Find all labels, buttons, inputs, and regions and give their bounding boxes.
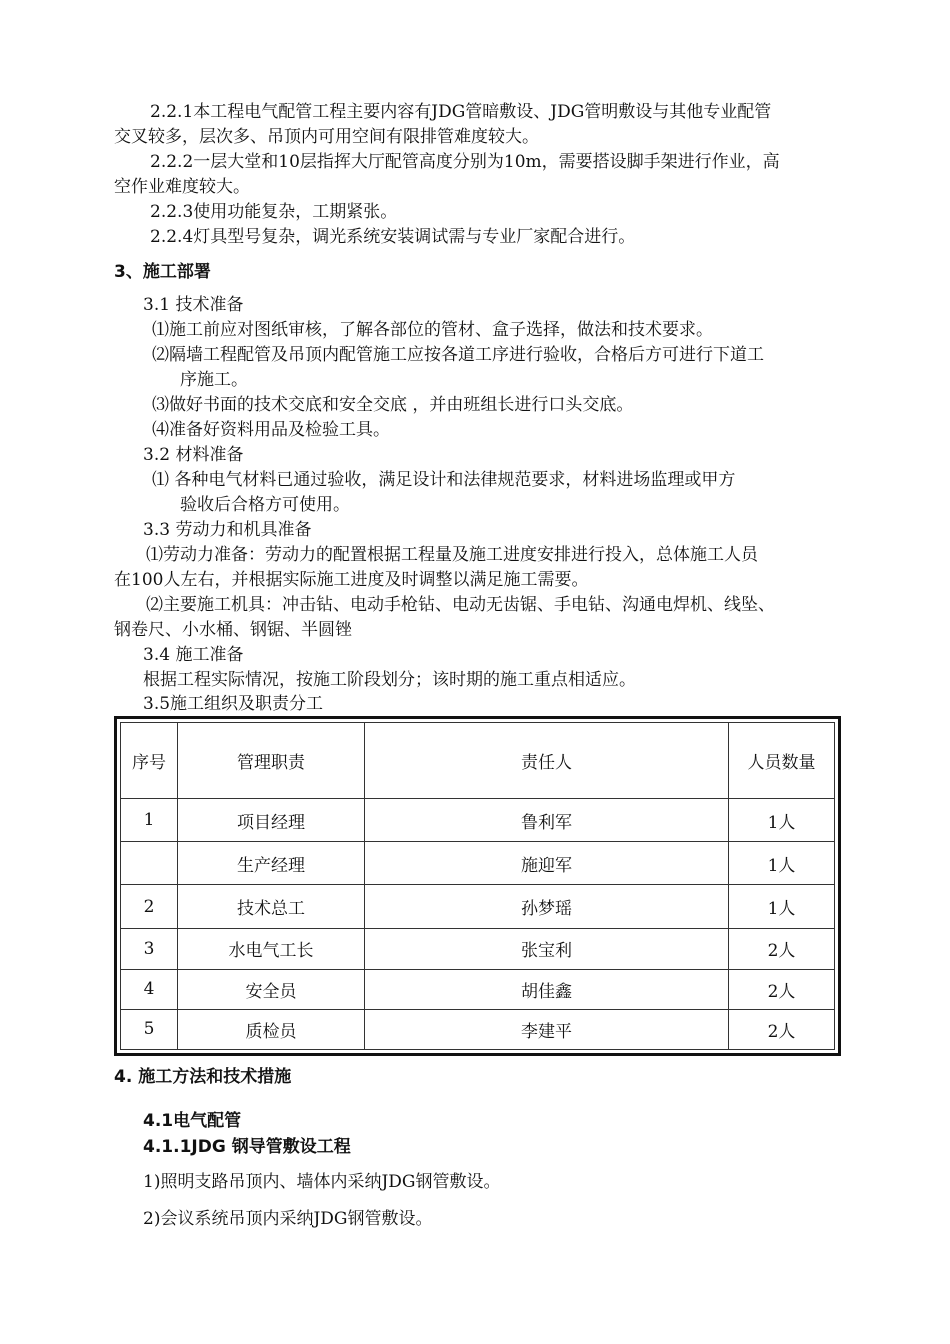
table-row xyxy=(121,928,835,969)
cell-count: 2人 xyxy=(729,928,835,969)
header-person: 责任人 xyxy=(365,723,729,799)
cell-count: 2人 xyxy=(729,969,835,1009)
list-item: ⑶做好书面的技术交底和安全交底 ，并由班组长进行口头交底。 xyxy=(152,395,634,415)
paragraph-line: 空作业难度较大。 xyxy=(114,177,250,197)
table-row xyxy=(121,885,835,928)
responsibility-table-frame xyxy=(114,716,841,1056)
table-row xyxy=(121,1009,835,1049)
cell-count: 1人 xyxy=(729,842,835,885)
cell-person: 李建平 xyxy=(365,1009,729,1049)
subsection-heading: 4.1电气配管 xyxy=(143,1111,242,1131)
paragraph-line: 根据工程实际情况，按施工阶段划分；该时期的施工重点相适应。 xyxy=(143,670,636,690)
subsection-heading: 3.1 技术准备 xyxy=(143,295,244,315)
list-item: ⑵主要施工机具：冲击钻、电动手枪钻、电动无齿锯、手电钻、沟通电焊机、线坠、 xyxy=(146,595,775,615)
list-item: ⑴劳动力准备：劳动力的配置根据工程量及施工进度安排进行投入，总体施工人员 xyxy=(146,545,758,565)
section-heading: 3、施工部署 xyxy=(114,262,211,282)
table-caption: 3.5施工组织及职责分工 xyxy=(143,694,324,714)
cell-duty: 项目经理 xyxy=(178,799,365,842)
subsection-heading: 4.1.1JDG 钢导管敷设工程 xyxy=(143,1137,351,1157)
list-item: ⑴施工前应对图纸审核，了解各部位的管材、盒子选择，做法和技术要求。 xyxy=(152,320,713,340)
list-item-continuation: 序施工。 xyxy=(180,370,248,390)
cell-duty: 安全员 xyxy=(178,969,365,1009)
header-index: 序号 xyxy=(121,723,178,799)
table-row xyxy=(121,842,835,885)
responsibility-table xyxy=(120,722,835,1050)
list-item: ⑴ 各种电气材料已通过验收，满足设计和法律规范要求，材料进场监理或甲方 xyxy=(152,470,736,490)
subsection-heading: 3.3 劳动力和机具准备 xyxy=(143,520,312,540)
paragraph-line: 2.2.4灯具型号复杂，调光系统安装调试需与专业厂家配合进行。 xyxy=(150,227,636,247)
cell-person: 胡佳鑫 xyxy=(365,969,729,1009)
paragraph-line: 2.2.1本工程电气配管工程主要内容有JDG管暗敷设、JDG管明敷设与其他专业配管 xyxy=(150,102,772,122)
table-row xyxy=(121,799,835,842)
section-heading: 4. 施工方法和技术措施 xyxy=(114,1067,292,1087)
cell-person: 孙梦瑶 xyxy=(365,885,729,928)
cell-duty: 质检员 xyxy=(178,1009,365,1049)
paragraph-line: 2.2.3使用功能复杂，工期紧张。 xyxy=(150,202,398,222)
list-item-continuation: 验收后合格方可使用。 xyxy=(180,495,350,515)
cell-duty: 生产经理 xyxy=(178,842,365,885)
header-count: 人员数量 xyxy=(729,723,835,799)
cell-index: 2 xyxy=(121,885,178,928)
cell-index: 5 xyxy=(121,1009,178,1049)
paragraph-line: 2.2.2一层大堂和10层指挥大厅配管高度分别为10m，需要搭设脚手架进行作业，高 xyxy=(150,152,780,172)
cell-duty: 水电气工长 xyxy=(178,928,365,969)
paragraph-line: 交叉较多，层次多、吊顶内可用空间有限排管难度较大。 xyxy=(114,127,539,147)
cell-count: 2人 xyxy=(729,1009,835,1049)
cell-person: 张宝利 xyxy=(365,928,729,969)
paragraph-line: 2)会议系统吊顶内采纳JDG钢管敷设。 xyxy=(143,1209,433,1229)
paragraph-line: 1)照明支路吊顶内、墙体内采纳JDG钢管敷设。 xyxy=(143,1172,501,1192)
cell-person: 施迎军 xyxy=(365,842,729,885)
table-row xyxy=(121,969,835,1009)
list-item-continuation: 在100人左右，并根据实际施工进度及时调整以满足施工需要。 xyxy=(114,570,589,590)
cell-index: 3 xyxy=(121,928,178,969)
list-item: ⑵隔墙工程配管及吊顶内配管施工应按各道工序进行验收，合格后方可进行下道工 xyxy=(152,345,764,365)
subsection-heading: 3.2 材料准备 xyxy=(143,445,244,465)
cell-count: 1人 xyxy=(729,885,835,928)
list-item-continuation: 钢卷尺、小水桶、钢锯、半圆锉 xyxy=(114,620,352,640)
cell-person: 鲁利军 xyxy=(365,799,729,842)
cell-index: 1 xyxy=(121,799,178,842)
table-header-row xyxy=(121,723,835,799)
list-item: ⑷准备好资料用品及检验工具。 xyxy=(152,420,390,440)
cell-count: 1人 xyxy=(729,799,835,842)
header-duty: 管理职责 xyxy=(178,723,365,799)
cell-index: 4 xyxy=(121,969,178,1009)
subsection-heading: 3.4 施工准备 xyxy=(143,645,244,665)
cell-index xyxy=(121,842,178,885)
cell-duty: 技术总工 xyxy=(178,885,365,928)
